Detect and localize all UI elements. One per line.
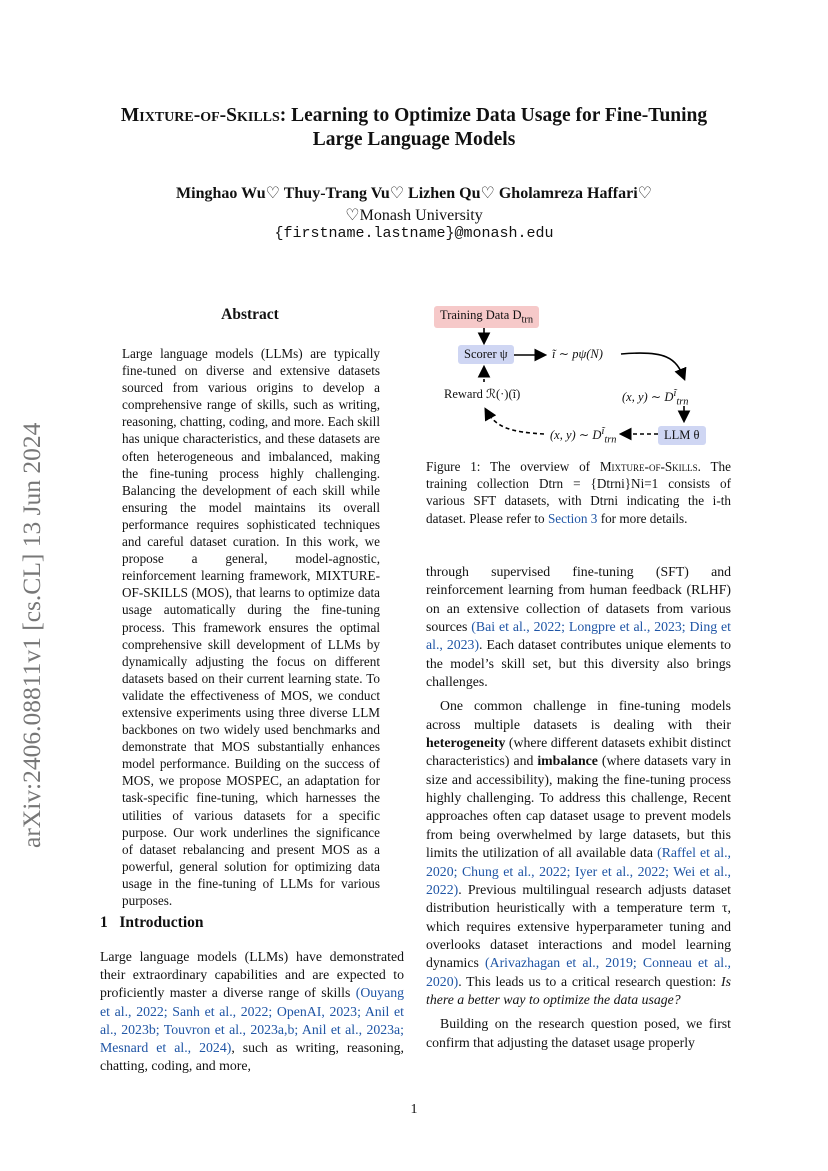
scorer-box: Scorer ψ bbox=[458, 345, 514, 364]
right-p2-d: . Previous multilingual research adjusts dataset distribution heuristically with a temperature term τ, which requires extensive hyperparameter tuning and overlooks dataset interactions and model learning dynamics bbox=[426, 881, 731, 971]
right-p2-b: (where different datasets exhibit distinct characteristics) and bbox=[426, 735, 731, 769]
batch-label-right bbox=[622, 388, 689, 408]
batch-label-bottom bbox=[550, 426, 617, 446]
caption-end: for more details. bbox=[597, 510, 688, 526]
figure-1-diagram bbox=[426, 300, 736, 450]
right-p1-a: through supervised fine-tuning (SFT) and reinforcement learning from human feedback (RLHF) on an extensive collection of datasets from various sources bbox=[426, 564, 731, 635]
right-column-text bbox=[426, 563, 731, 1052]
title-line1-rest: : Learning to Optimize Data Usage for Fine-Tuning bbox=[279, 105, 708, 126]
intro-text-a: Large language models (LLMs) have demonstrated their extraordinary capabilities and are expected to proficiently master a diverse range of skills bbox=[100, 949, 404, 1001]
author-email: {firstname.lastname}@monash.edu bbox=[274, 225, 554, 242]
section-heading-introduction bbox=[100, 914, 204, 932]
section-number: 1 bbox=[100, 914, 108, 931]
arxiv-stamp bbox=[2, 370, 52, 850]
llm-box: LLM θ bbox=[658, 426, 706, 445]
section-title: Introduction bbox=[119, 914, 204, 931]
right-paragraph-1 bbox=[426, 563, 731, 691]
right-p2-heterogeneity: heterogeneity bbox=[426, 735, 506, 751]
training-data-box bbox=[434, 306, 539, 328]
caption-mid: . The training collection Dtrn = {Dtrni}Ni=1 consists of various SFT datasets, with Dtrni indicating the i-th dataset. Please refer to bbox=[426, 459, 731, 526]
batch-right-sub: trn bbox=[676, 396, 689, 408]
arxiv-stamp-text: arXiv:2406.08811v1 [cs.CL] 13 Jun 2024 bbox=[17, 422, 46, 848]
batch-bottom-main: (x, y) ∼ D bbox=[550, 428, 602, 443]
abstract-heading: Abstract bbox=[221, 306, 279, 323]
page-number: 1 bbox=[410, 1102, 418, 1117]
caption-section-link[interactable]: Section 3 bbox=[547, 510, 598, 526]
caption-mos: Mixture-of-Skills bbox=[599, 459, 698, 474]
abstract-text: Large language models (LLMs) are typically fine-tuned on diverse and extensive datasets sourced from various origins to develop a comprehensive range of skills, such as writing, reasoning, chatting, coding, and more. Each skill has unique characteristics, and these datasets are often heterogeneous and imbalanced, making the fine-tuning process highly challenging. Balancing the development of each skill while ensuring the model maintains its overall performance requires sophisticated techniques and careful dataset curation. In this work, we propose a general, model-agnostic, reinforcement learning framework, MIXTURE-OF-SKILLS (MOS), that learns to optimize data usage automatically during the fine-tuning process. This framework ensures the optimal comprehensive skill development of LLMs by dynamically adjusting the focus on different datasets based on their current learning state. To validate the effectiveness of MOS, we conduct extensive experiments using three diverse LLM backbones on two widely used benchmarks and demonstrate that MOS substantially enhances model performance. Building on the success of MOS, we propose MOSPEC, an adaptation for task-specific fine-tuning, which harnesses the utilities of various datasets for a specific purpose. Our work underlines the significance of dataset rebalancing and present MOS as a powerful, general solution for optimizing data usage in the fine-tuning of LLMs for various purposes. bbox=[122, 346, 380, 908]
title-mos: Mixture-of-Skills bbox=[120, 105, 280, 126]
right-p2-c: (where datasets vary in size and accessibility), making the fine-tuning process highly challenging. To address this challenge, Recent approaches often cap dataset usage to prevent models from being overwhelmed by large datasets, but this limits the utilization of all available data bbox=[426, 753, 731, 861]
training-data-sub: trn bbox=[521, 314, 534, 326]
affiliation: ♡Monash University bbox=[345, 207, 483, 224]
sampling-label: ĩ ∼ pψ(N) bbox=[552, 347, 603, 361]
right-p1-citations[interactable]: (Bai et al., 2022; Longpre et al., 2023; Ding et al., 2023) bbox=[426, 619, 731, 653]
right-paragraph-3: Building on the research question posed, we first confirm that adjusting the dataset usage properly bbox=[426, 1016, 731, 1050]
authors: Minghao Wu♡ Thuy-Trang Vu♡ Lizhen Qu♡ Gholamreza Haffari♡ bbox=[176, 185, 652, 202]
title-line2: Large Language Models bbox=[312, 129, 516, 150]
right-p2-citations-2[interactable]: (Arivazhagan et al., 2019; Conneau et al., 2020) bbox=[426, 955, 731, 989]
batch-bottom-sub: trn bbox=[604, 434, 617, 446]
research-question: Is there a better way to optimize the data usage? bbox=[426, 973, 731, 1007]
arrow-bottom-to-reward bbox=[486, 410, 544, 434]
arrow-sample-to-batch bbox=[621, 353, 684, 378]
intro-text-b: , such as writing, reasoning, chatting, coding, and more, bbox=[100, 1040, 405, 1074]
figure-1-caption bbox=[426, 458, 731, 527]
batch-bottom-sup: ĩ bbox=[601, 426, 605, 437]
reward-label: Reward ℛ(·)(ĩ) bbox=[444, 387, 521, 401]
training-data-label: Training Data D bbox=[440, 308, 522, 322]
right-p1-b: . Each dataset contributes unique elements to the model’s skill set, but this diversity also brings challenges. bbox=[426, 637, 731, 690]
right-p2-citations-1[interactable]: (Raffel et al., 2020; Chung et al., 2022; Iyer et al., 2022; Wei et al., 2022) bbox=[426, 845, 731, 897]
intro-citations[interactable]: (Ouyang et al., 2022; Sanh et al., 2022; OpenAI, 2023; Anil et al., 2023b; Touvron et al., 2023a,b; Anil et al., 2023a; Mesnard et al., 2024) bbox=[100, 985, 404, 1056]
intro-paragraph-1 bbox=[100, 948, 404, 1075]
caption-prefix: Figure 1: The overview of bbox=[426, 459, 600, 474]
right-p2-imbalance: imbalance bbox=[537, 753, 598, 769]
paper-title bbox=[60, 104, 768, 152]
right-p2-e: . This leads us to a critical research question: bbox=[458, 973, 722, 989]
right-paragraph-2 bbox=[426, 697, 731, 1009]
batch-right-main: (x, y) ∼ D bbox=[622, 390, 674, 405]
batch-right-sup: ĩ bbox=[673, 388, 677, 399]
right-p2-a: One common challenge in fine-tuning models across multiple datasets is dealing with their bbox=[426, 698, 731, 732]
